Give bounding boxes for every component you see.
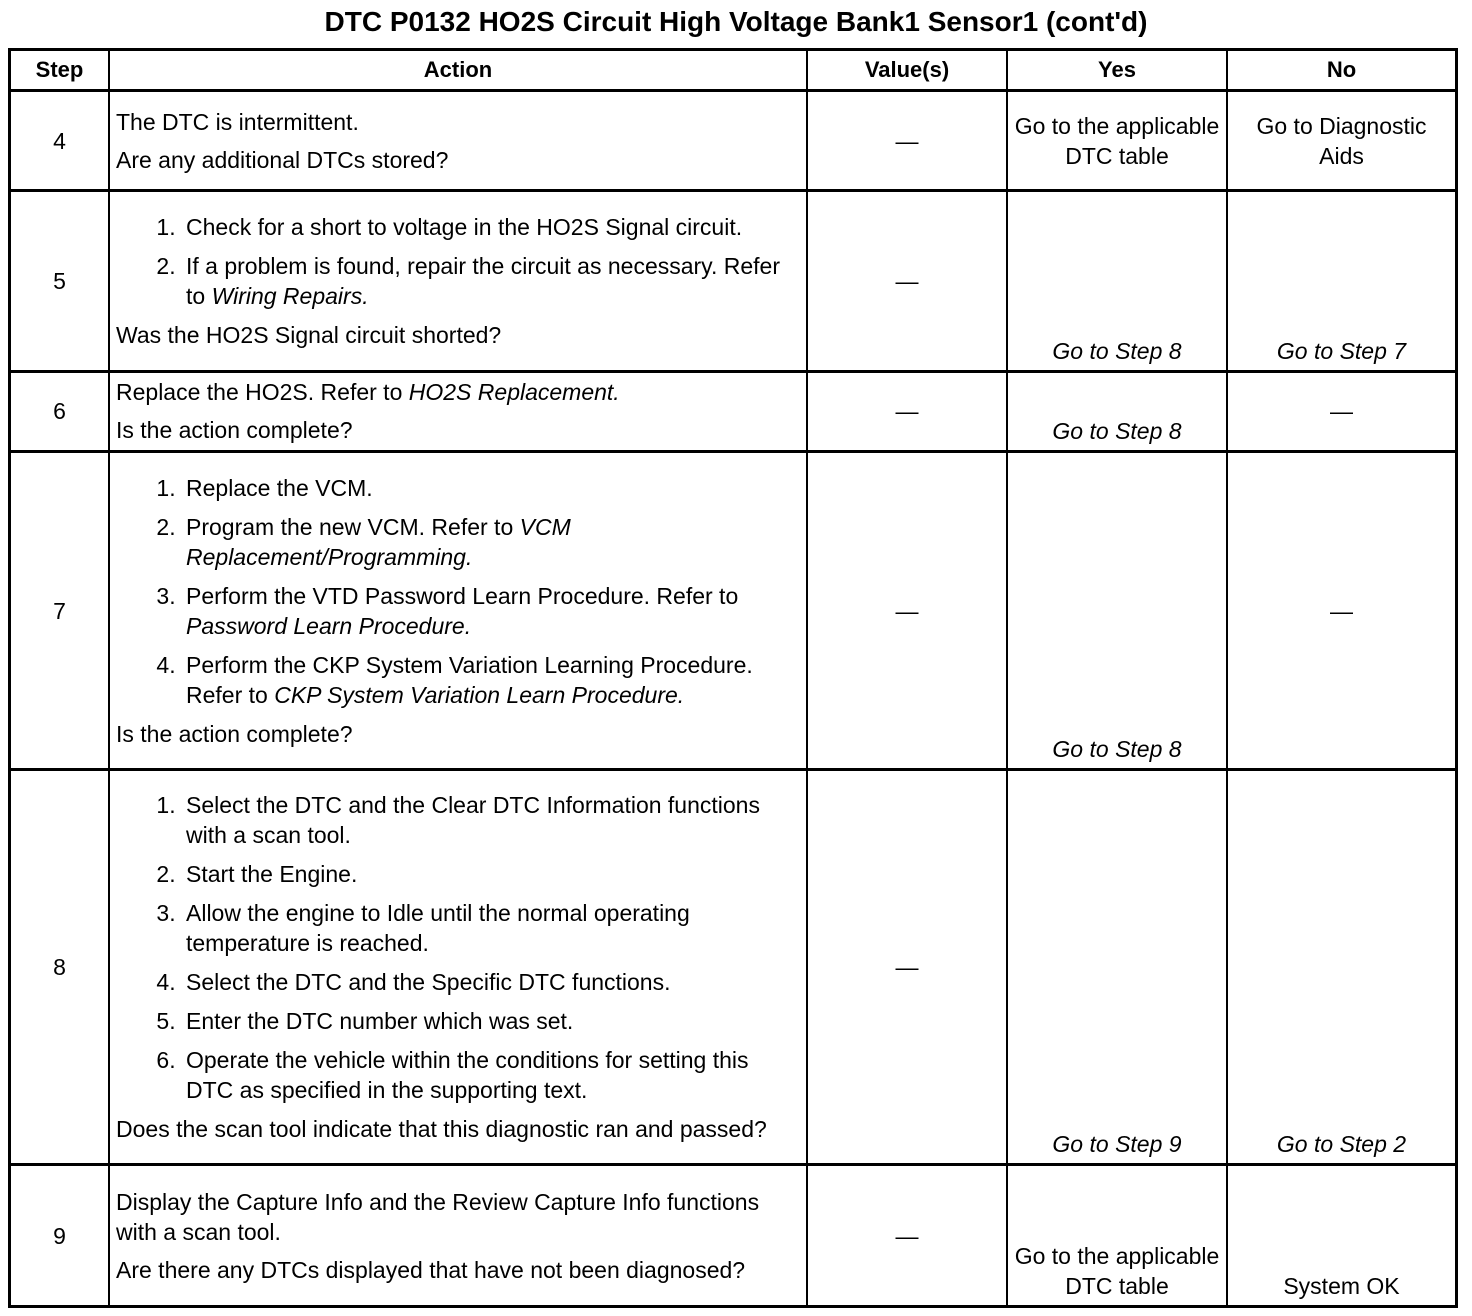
action-step-item: 4. Perform the CKP System Variation Learning Procedure. Refer to CKP System Variation Learn Procedure. (182, 650, 800, 710)
reference-link: Password Learn Procedure. (186, 612, 472, 639)
action-text: Display the Capture Info and the Review Capture Info functions with a scan tool. (116, 1188, 760, 1245)
action-cell (109, 91, 807, 191)
action-step-item: 6. Operate the vehicle within the conditions for setting this DTC as specified in the supporting text. (182, 1045, 800, 1105)
action-text: The DTC is intermittent. (116, 108, 359, 135)
values-cell: — (807, 371, 1007, 451)
step-number: 8 (11, 770, 109, 1165)
yes-cell: Go to Step 8 (1007, 191, 1227, 371)
table-row-step-8 (11, 770, 1455, 1165)
action-step-item: 5. Enter the DTC number which was set. (182, 1006, 800, 1036)
action-steps (116, 790, 800, 1105)
no-cell: — (1227, 451, 1455, 770)
yes-cell: Go to the applicable DTC table (1007, 91, 1227, 191)
no-cell: Go to Step 2 (1227, 770, 1455, 1165)
action-step-item: 1. Replace the VCM. (182, 473, 800, 503)
reference-link: CKP System Variation Learn Procedure. (274, 681, 685, 708)
step-number: 7 (11, 451, 109, 770)
values-cell: — (807, 91, 1007, 191)
values-cell: — (807, 1165, 1007, 1305)
header-values: Value(s) (807, 51, 1007, 91)
action-question: Is the action complete? (116, 417, 353, 444)
action-step-item: 4. Select the DTC and the Specific DTC functions. (182, 967, 800, 997)
action-steps (116, 212, 800, 311)
yes-cell: Go to Step 9 (1007, 770, 1227, 1165)
yes-cell: Go to Step 8 (1007, 371, 1227, 451)
reference-link: Wiring Repairs. (211, 282, 369, 309)
yes-cell: Go to Step 8 (1007, 451, 1227, 770)
action-step-item: 3. Perform the VTD Password Learn Procedure. Refer to Password Learn Procedure. (182, 581, 800, 641)
dtc-table (11, 51, 1455, 1305)
action-cell (109, 451, 807, 770)
table-row-step-7 (11, 451, 1455, 770)
action-step-item: 2. Start the Engine. (182, 859, 800, 889)
values-cell: — (807, 191, 1007, 371)
action-question: Is the action complete? (116, 720, 353, 747)
action-cell (109, 371, 807, 451)
action-cell (109, 1165, 807, 1305)
action-question: Does the scan tool indicate that this diagnostic ran and passed? (116, 1116, 767, 1143)
action-step-item: 1. Select the DTC and the Clear DTC Information functions with a scan tool. (182, 790, 800, 850)
table-header-row (11, 51, 1455, 91)
reference-link: HO2S Replacement. (408, 379, 620, 406)
action-text: Replace the HO2S. Refer to HO2S Replacement. (116, 379, 620, 406)
action-steps (116, 473, 800, 710)
action-step-item: 1. Check for a short to voltage in the HO2S Signal circuit. (182, 212, 800, 242)
table-row-step-6 (11, 371, 1455, 451)
header-yes: Yes (1007, 51, 1227, 91)
reference-link: VCM Replacement/Programming. (186, 513, 571, 570)
yes-cell: Go to the applicable DTC table (1007, 1165, 1227, 1305)
values-cell: — (807, 451, 1007, 770)
no-cell: Go to Diagnostic Aids (1227, 91, 1455, 191)
action-step-item: 2. If a problem is found, repair the circuit as necessary. Refer to Wiring Repairs. (182, 251, 800, 311)
no-cell: System OK (1227, 1165, 1455, 1305)
step-number: 4 (11, 91, 109, 191)
table-row-step-4 (11, 91, 1455, 191)
step-number: 6 (11, 371, 109, 451)
action-question: Was the HO2S Signal circuit shorted? (116, 321, 502, 348)
diagnostic-table (8, 48, 1458, 1308)
step-number: 5 (11, 191, 109, 371)
header-step: Step (11, 51, 109, 91)
values-cell: — (807, 770, 1007, 1165)
step-number: 9 (11, 1165, 109, 1305)
action-question: Are any additional DTCs stored? (116, 146, 449, 173)
action-cell (109, 191, 807, 371)
header-action: Action (109, 51, 807, 91)
page-title: DTC P0132 HO2S Circuit High Voltage Bank1 Sensor1 (cont'd) (324, 6, 1148, 37)
table-row-step-9 (11, 1165, 1455, 1305)
header-no: No (1227, 51, 1455, 91)
action-step-item: 3. Allow the engine to Idle until the normal operating temperature is reached. (182, 898, 800, 958)
action-step-item: 2. Program the new VCM. Refer to VCM Replacement/Programming. (182, 512, 800, 572)
no-cell: — (1227, 371, 1455, 451)
no-cell: Go to Step 7 (1227, 191, 1455, 371)
action-question: Are there any DTCs displayed that have not been diagnosed? (116, 1256, 746, 1283)
table-row-step-5 (11, 191, 1455, 371)
action-cell (109, 770, 807, 1165)
